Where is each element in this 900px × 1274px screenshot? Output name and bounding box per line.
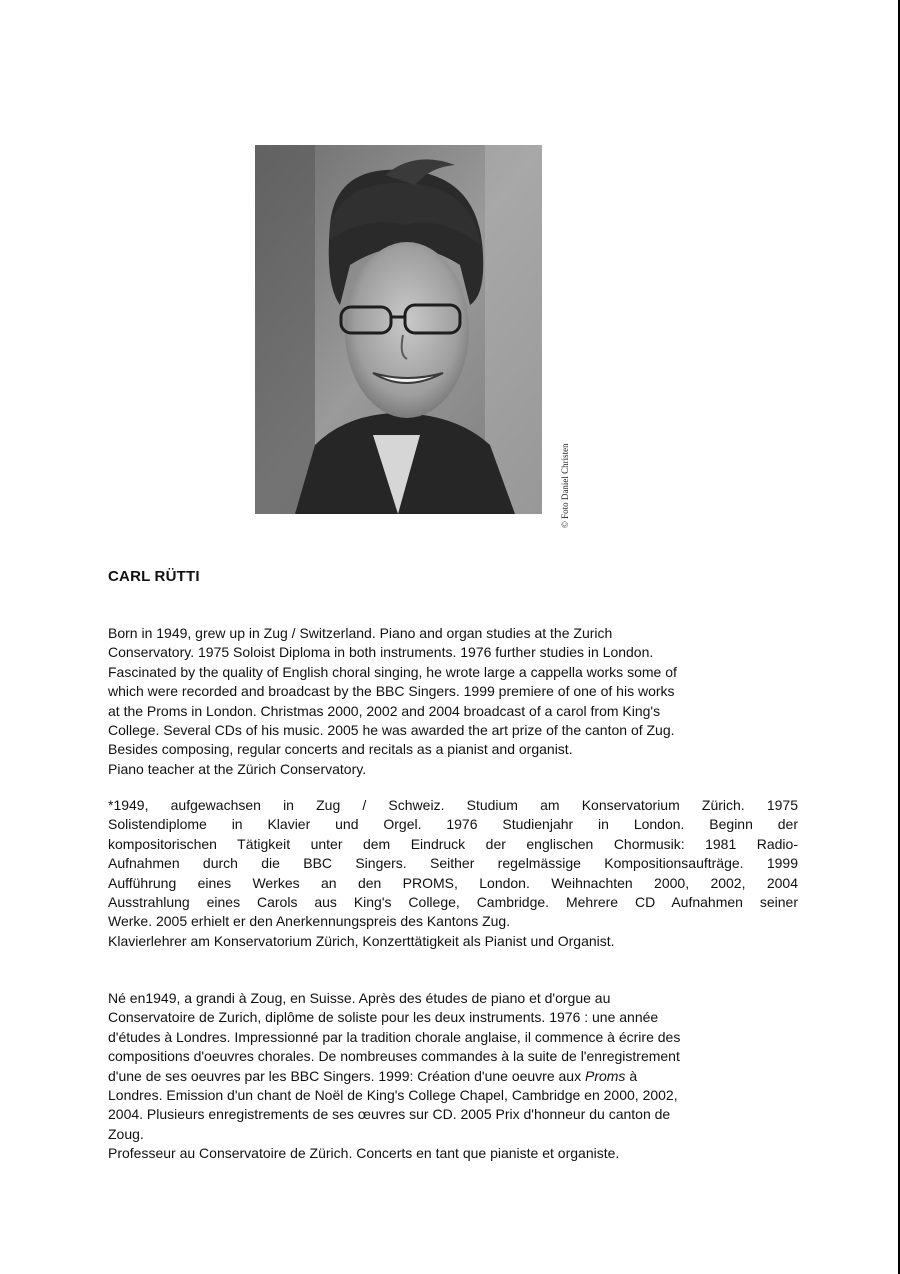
bio-en-line: College. Several CDs of his music. 2005 he was awarded the art prize of the canton of Zug. — [108, 722, 675, 739]
bio-en-line: Fascinated by the quality of English choral singing, he wrote large a cappella works some of — [108, 663, 677, 680]
bio-fr-text: d'une de ses oeuvres par les BBC Singers. 1999: Création d'une oeuvre aux — [108, 1067, 585, 1084]
bio-de-line: kompositorischen Tätigkeit unter dem Eindruck der englischen Chormusik: 1981 Radio- — [108, 835, 798, 852]
bio-fr-line: Professeur au Conservatoire de Zürich. Concerts en tant que pianiste et organiste. — [108, 1145, 620, 1162]
bio-de-line: Solistendiplome in Klavier und Orgel. 1976 Studienjahr in London. Beginn der — [108, 816, 798, 833]
bio-en-line: which were recorded and broadcast by the BBC Singers. 1999 premiere of one of his works — [108, 683, 675, 700]
photo-credit-text: © Foto Daniel Christen — [560, 443, 570, 528]
bio-de-line: *1949, aufgewachsen in Zug / Schweiz. Studium am Konservatorium Zürich. 1975 — [108, 797, 798, 813]
bio-fr-line: 2004. Plusieurs enregistrements de ses œuvres sur CD. 2005 Prix d'honneur du canton de — [108, 1106, 671, 1123]
bio-en-line: Born in 1949, grew up in Zug / Switzerland. Piano and organ studies at the Zurich — [108, 625, 613, 641]
bio-de-line: Ausstrahlung eines Carols aus King's College, Cambridge. Mehrere CD Aufnahmen seiner — [108, 894, 798, 911]
portrait-photo — [255, 145, 542, 514]
bio-fr-line: d'études à Londres. Impressionné par la tradition chorale anglaise, il commence à écrire des — [108, 1028, 681, 1045]
bio-fr-line: Conservatoire de Zurich, diplôme de soliste pour les deux instruments. 1976 : une année — [108, 1009, 659, 1026]
bio-fr-line: compositions d'oeuvres chorales. De nombreuses commandes à la suite de l'enregistrement — [108, 1048, 680, 1065]
bio-de-line: Aufführung eines Werkes an den PROMS, London. Weihnachten 2000, 2002, 2004 — [108, 874, 798, 891]
bio-en-line: Piano teacher at the Zürich Conservatory. — [108, 760, 367, 777]
bio-fr-text: à — [625, 1067, 638, 1084]
proms-italic: Proms — [584, 1067, 626, 1084]
portrait-image — [255, 145, 542, 514]
bio-de-line: Klavierlehrer am Konservatorium Zürich, Konzerttätigkeit als Pianist und Organist. — [108, 932, 615, 949]
bio-fr-line: Né en1949, a grandi à Zoug, en Suisse. Après des études de piano et d'orgue au — [108, 990, 611, 1006]
biography-german — [108, 796, 798, 951]
bio-fr-line: Zoug. — [108, 1125, 144, 1142]
bio-en-line: at the Proms in London. Christmas 2000, 2002 and 2004 broadcast of a carol from King's — [108, 702, 661, 719]
photo-credit — [548, 410, 588, 530]
bio-de-line: Werke. 2005 erhielt er den Anerkennungspreis des Kantons Zug. — [108, 913, 511, 930]
bio-en-line: Besides composing, regular concerts and recitals as a pianist and organist. — [108, 741, 573, 758]
bio-de-line: Aufnahmen durch die BBC Singers. Seither regelmässige Kompositionsaufträge. 1999 — [108, 855, 798, 872]
bio-fr-line — [108, 1067, 798, 1086]
bio-fr-line: Londres. Emission d'un chant de Noël de King's College Chapel, Cambridge en 2000, 2002, — [108, 1087, 678, 1104]
biography-french — [108, 989, 798, 1164]
bio-en-line: Conservatory. 1975 Soloist Diploma in both instruments. 1976 further studies in London. — [108, 644, 654, 661]
biography-english — [108, 624, 798, 779]
composer-name: CARL RÜTTI — [108, 568, 200, 585]
